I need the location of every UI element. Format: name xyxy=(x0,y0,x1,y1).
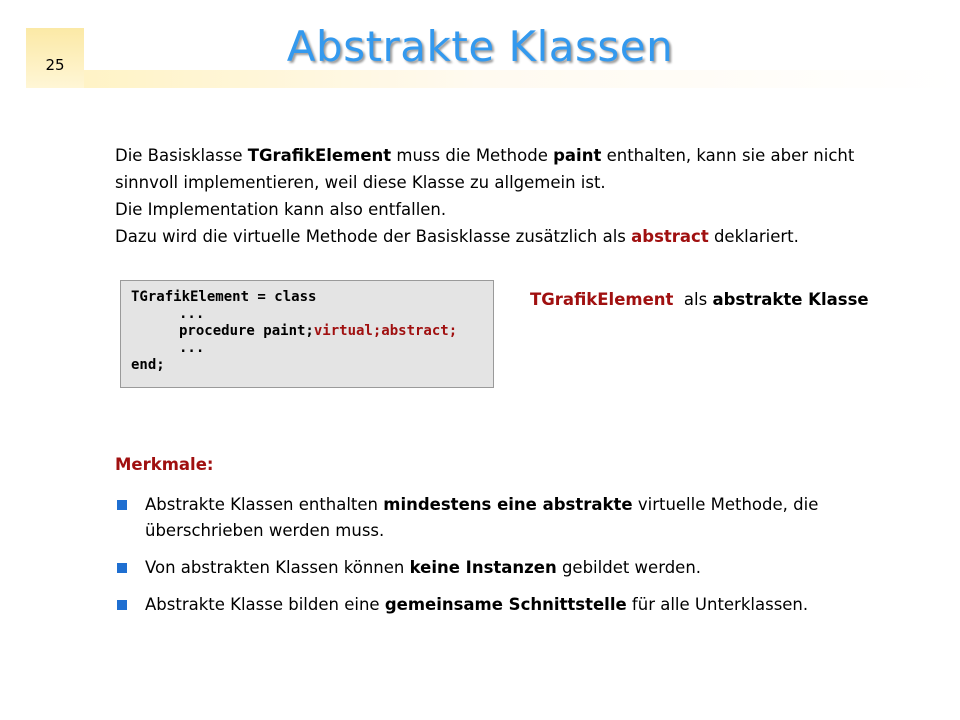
intro-line-2: sinnvoll implementieren, weil diese Klasse zu allgemein ist. xyxy=(115,173,606,192)
code-line: TGrafikElement = class xyxy=(131,289,317,305)
list-item-text: Abstrakte Klasse bilden eine xyxy=(145,595,385,614)
square-bullet-icon xyxy=(117,600,127,610)
code-caption xyxy=(530,290,869,309)
list-item-emphasis: gemeinsame Schnittstelle xyxy=(384,595,627,614)
list-item-text: Von abstrakten Klassen können xyxy=(145,558,410,577)
list-item-emphasis: mindestens eine abstrakte xyxy=(383,495,633,514)
list-item xyxy=(115,492,835,544)
list-item-emphasis: keine Instanzen xyxy=(409,558,557,577)
intro-text-segment: muss die Methode xyxy=(391,146,554,165)
page-number: 25 xyxy=(45,56,65,74)
list-item xyxy=(115,592,835,618)
intro-line-3: Die Implementation kann also entfallen. xyxy=(115,200,447,219)
code-line: ... xyxy=(179,340,205,356)
square-bullet-icon xyxy=(117,500,127,510)
list-item-text: für alle Unterklassen. xyxy=(626,595,809,614)
method-name-highlight: paint xyxy=(553,146,602,165)
intro-line-4 xyxy=(115,223,875,250)
caption-class-name: TGrafikElement xyxy=(530,290,674,309)
code-line: ... xyxy=(179,306,205,322)
abstract-keyword-highlight: abstract xyxy=(631,227,709,246)
slide-title: Abstrakte Klassen xyxy=(286,22,674,71)
class-name-highlight: TGrafikElement xyxy=(247,146,392,165)
list-item-text: gebildet werden. xyxy=(556,558,702,577)
intro-line-1 xyxy=(115,142,875,169)
list-item xyxy=(115,555,835,581)
intro-text-segment: deklariert. xyxy=(708,227,799,246)
code-procedure-declaration: procedure paint; xyxy=(179,323,314,339)
caption-emphasis: abstrakte Klasse xyxy=(712,290,869,309)
intro-text xyxy=(115,142,875,250)
square-bullet-icon xyxy=(117,563,127,573)
code-virtual-abstract-directive: virtual;abstract; xyxy=(313,323,458,339)
caption-connector: als xyxy=(673,290,713,309)
code-line xyxy=(131,323,493,340)
features-list xyxy=(115,492,835,629)
title-underline-band xyxy=(84,70,960,88)
features-heading: Merkmale: xyxy=(115,455,214,474)
intro-text-segment: enthalten, kann sie aber nicht xyxy=(601,146,855,165)
code-example-box xyxy=(120,280,494,388)
code-line: end; xyxy=(131,357,165,373)
list-item-text: virtuelle Methode, die überschrieben werden muss. xyxy=(145,495,819,540)
list-item-text: Abstrakte Klassen enthalten xyxy=(145,495,384,514)
intro-text-segment: Die Basisklasse xyxy=(115,146,248,165)
intro-text-segment: Dazu wird die virtuelle Methode der Basisklasse zusätzlich als xyxy=(115,227,632,246)
